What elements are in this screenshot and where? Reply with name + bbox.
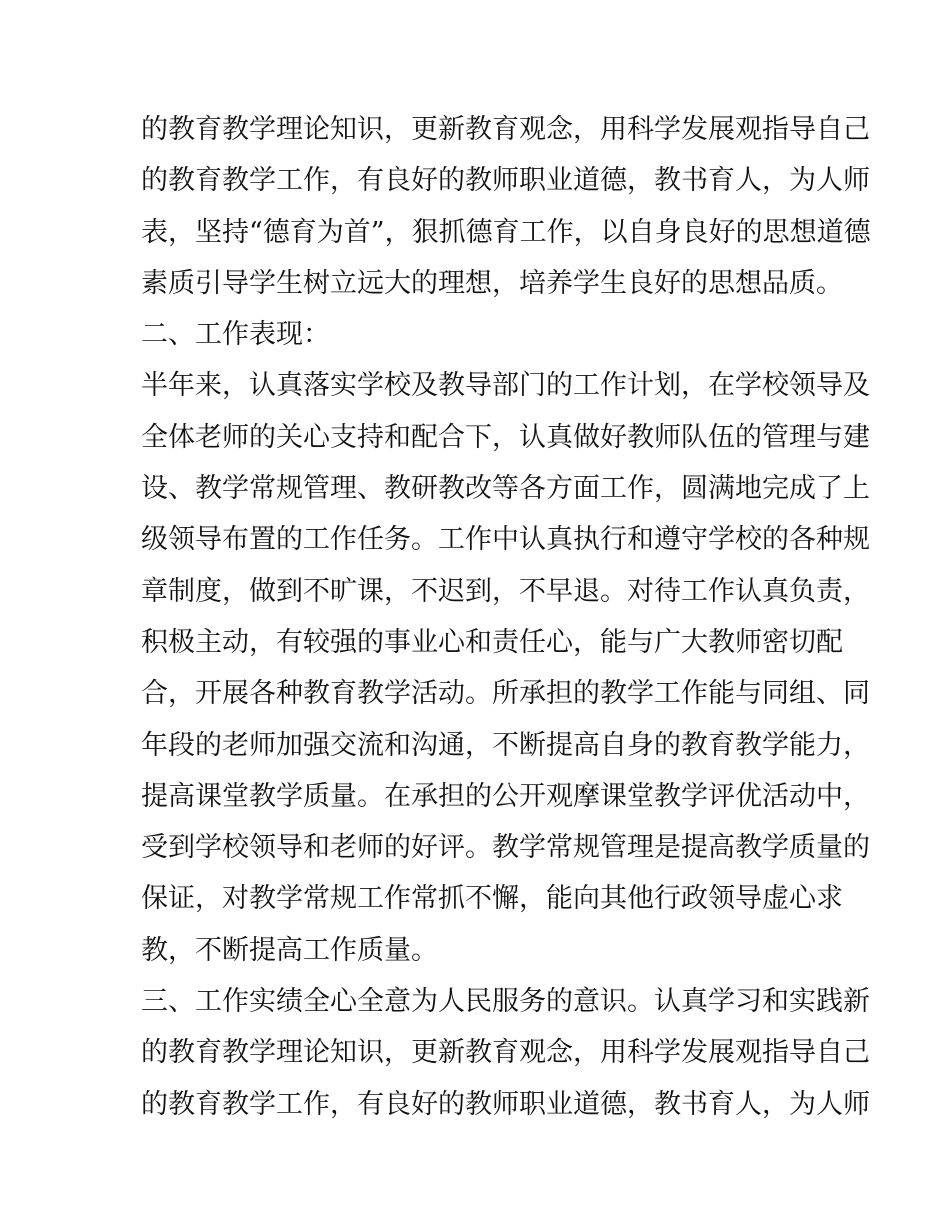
section-heading-work-performance: 二、工作表现： [141,319,330,351]
text-line: 全体老师的关心支持和配合下，认真做好教师队伍的管理与建 [141,421,870,453]
section-heading-work-achievements: 三、工作实绩全心全意为人民服务的意识。认真学习和实践新 [141,986,870,1018]
text-line: 表，坚持“德育为首”，狠抓德育工作，以自身良好的思想道德 [141,216,871,248]
text-line: 章制度，做到不旷课，不迟到，不早退。对待工作认真负责， [141,575,870,607]
text-line: 的教育教学理论知识，更新教育观念，用科学发展观指导自己 [141,1037,870,1069]
text-line: 素质引导学生树立远大的理想，培养学生良好的思想品质。 [141,267,843,299]
text-line: 年段的老师加强交流和沟通，不断提高自身的教育教学能力， [141,729,870,761]
text-line: 合，开展各种教育教学活动。所承担的教学工作能与同组、同 [141,678,870,710]
text-line: 教，不断提高工作质量。 [141,934,438,966]
text-line: 级领导布置的工作任务。工作中认真执行和遵守学校的各种规 [141,524,870,556]
text-line: 的教育教学工作，有良好的教师职业道德，教书育人，为人师 [141,1088,870,1120]
text-line: 的教育教学工作，有良好的教师职业道德，教书育人，为人师 [141,165,870,197]
text-line: 积极主动，有较强的事业心和责任心，能与广大教师密切配 [141,626,843,658]
text-line: 受到学校领导和老师的好评。教学常规管理是提高教学质量的 [141,832,870,864]
text-line: 提高课堂教学质量。在承担的公开观摩课堂教学评优活动中， [141,780,870,812]
text-line: 保证，对教学常规工作常抓不懈，能向其他行政领导虚心求 [141,883,843,915]
text-line: 的教育教学理论知识，更新教育观念，用科学发展观指导自己 [141,114,870,145]
text-line: 设、教学常规管理、教研教改等各方面工作，圆满地完成了上 [141,473,870,505]
text-line: 半年来，认真落实学校及教导部门的工作计划，在学校领导及 [141,370,870,402]
body-text [141,104,871,1130]
